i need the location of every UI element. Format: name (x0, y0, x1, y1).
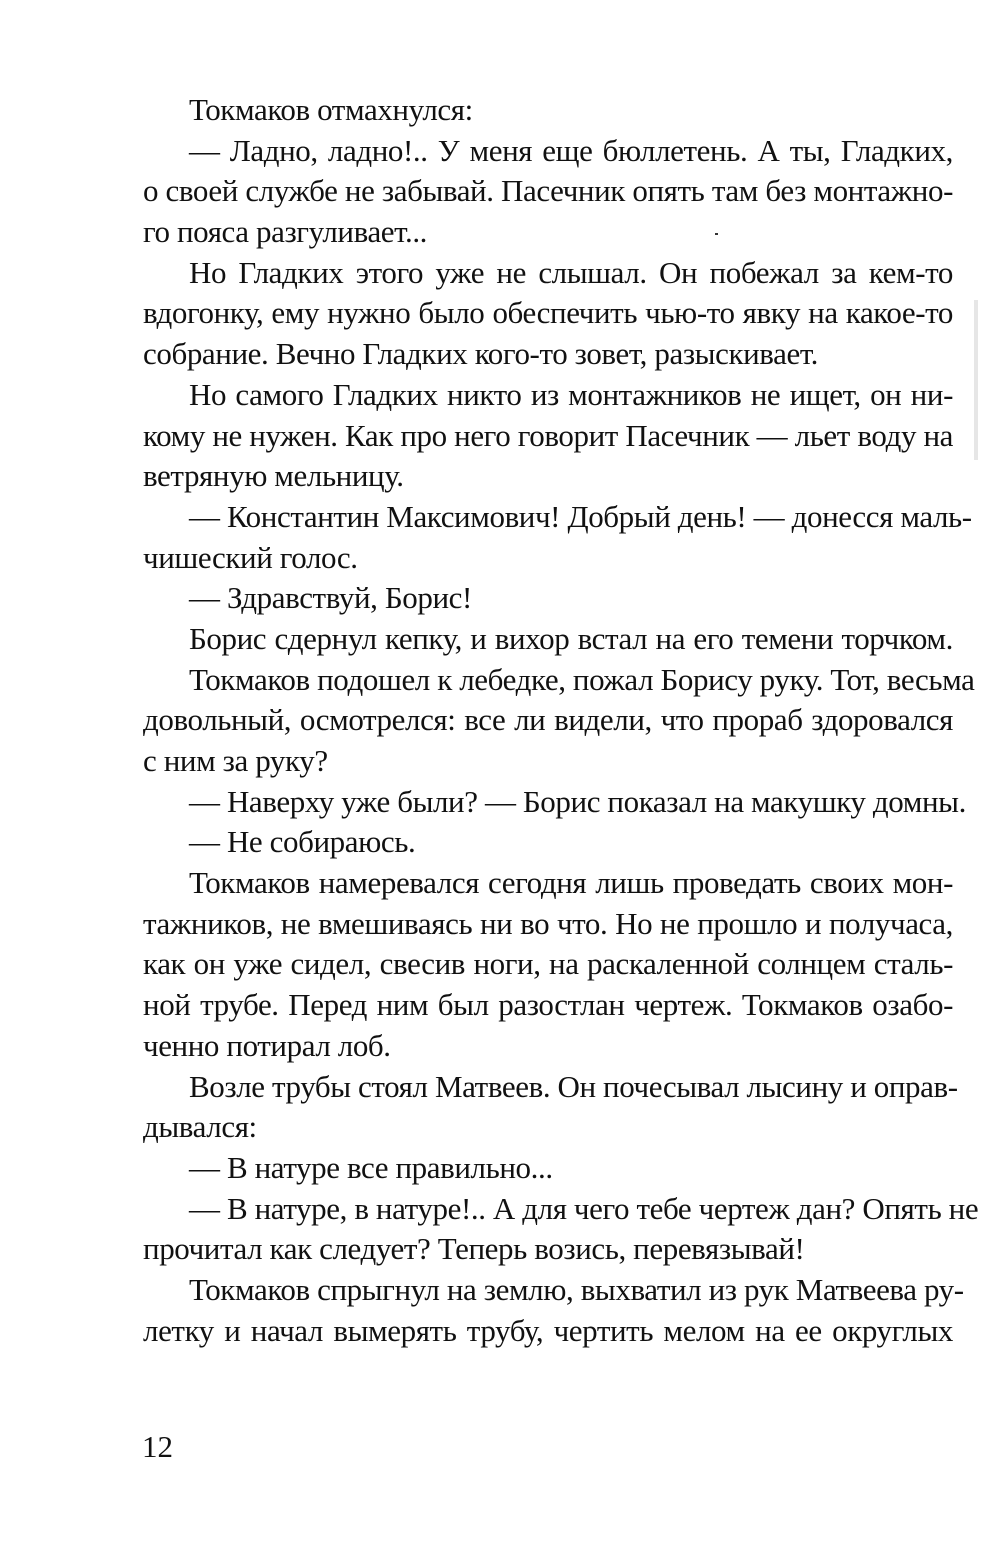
text-line: тажников, не вмешиваясь ни во что. Но не прошло и получаса, (143, 905, 953, 941)
text-line: собрание. Вечно Гладких кого-то зовет, разыскивает. (143, 336, 819, 372)
text-line: ченно потирал лоб. (143, 1027, 391, 1063)
body-text (143, 90, 979, 1351)
text-line: кому не нужен. Как про него говорит Пасечник — льет воду на (143, 417, 953, 453)
text-line: довольный, осмотрелся: все ли видели, что прораб здоровался (143, 702, 953, 738)
text-line: — Не собираюсь. (189, 824, 416, 860)
text-line: ной трубе. Перед ним был разостлан чертеж. Токмаков озабо- (143, 987, 953, 1023)
text-line: с ним за руку? (143, 743, 328, 778)
text-line: Токмаков спрыгнул на землю, выхватил из рук Матвеева ру- (189, 1271, 964, 1307)
text-line: вдогонку, ему нужно было обеспечить чью-то явку на какое-то (143, 295, 953, 331)
text-line: как он уже сидел, свесив ноги, на раскаленной солнцем сталь- (143, 946, 953, 982)
text-line: о своей службе не забывай. Пасечник опять там без монтажно- (143, 173, 953, 209)
text-line: — Ладно, ладно!.. У меня еще бюллетень. А ты, Гладких, (189, 132, 953, 168)
text-line: — В натуре, в натуре!.. А для чего тебе чертеж дан? Опять не (189, 1190, 979, 1226)
text-line: Борис сдернул кепку, и вихор встал на его темени торчком. (189, 620, 953, 656)
page-number: 12 (142, 1429, 173, 1464)
text-line: чишеский голос. (143, 539, 358, 575)
text-line: — Наверху уже были? — Борис показал на макушку домны. (189, 783, 966, 819)
text-line: ветряную мельницу. (143, 458, 404, 494)
text-line: дывался: (143, 1109, 257, 1145)
text-line: Но Гладких этого уже не слышал. Он побежал за кем-то (189, 254, 953, 290)
text-line: прочитал как следует? Теперь возись, перевязывай! (143, 1231, 805, 1267)
text-line: Токмаков отмахнулся: (189, 92, 473, 127)
scan-edge-shadow (974, 300, 978, 460)
text-line: — Здравствуй, Борис! (189, 580, 472, 616)
text-line: — Константин Максимович! Добрый день! — донесся маль- (189, 498, 972, 534)
text-line: Но самого Гладких никто из монтажников не ищет, он ни- (189, 376, 953, 412)
text-line: летку и начал вымерять трубу, чертить мелом на ее округлых (143, 1312, 953, 1348)
text-line: Токмаков намеревался сегодня лишь проведать своих мон- (189, 865, 953, 901)
text-line: го пояса разгуливает... (143, 214, 428, 250)
text-line: Возле трубы стоял Матвеев. Он почесывал лысину и оправ- (189, 1068, 958, 1104)
text-line: — В натуре все правильно... (189, 1149, 553, 1185)
text-line: Токмаков подошел к лебедке, пожал Борису руку. Тот, весьма (189, 661, 975, 697)
